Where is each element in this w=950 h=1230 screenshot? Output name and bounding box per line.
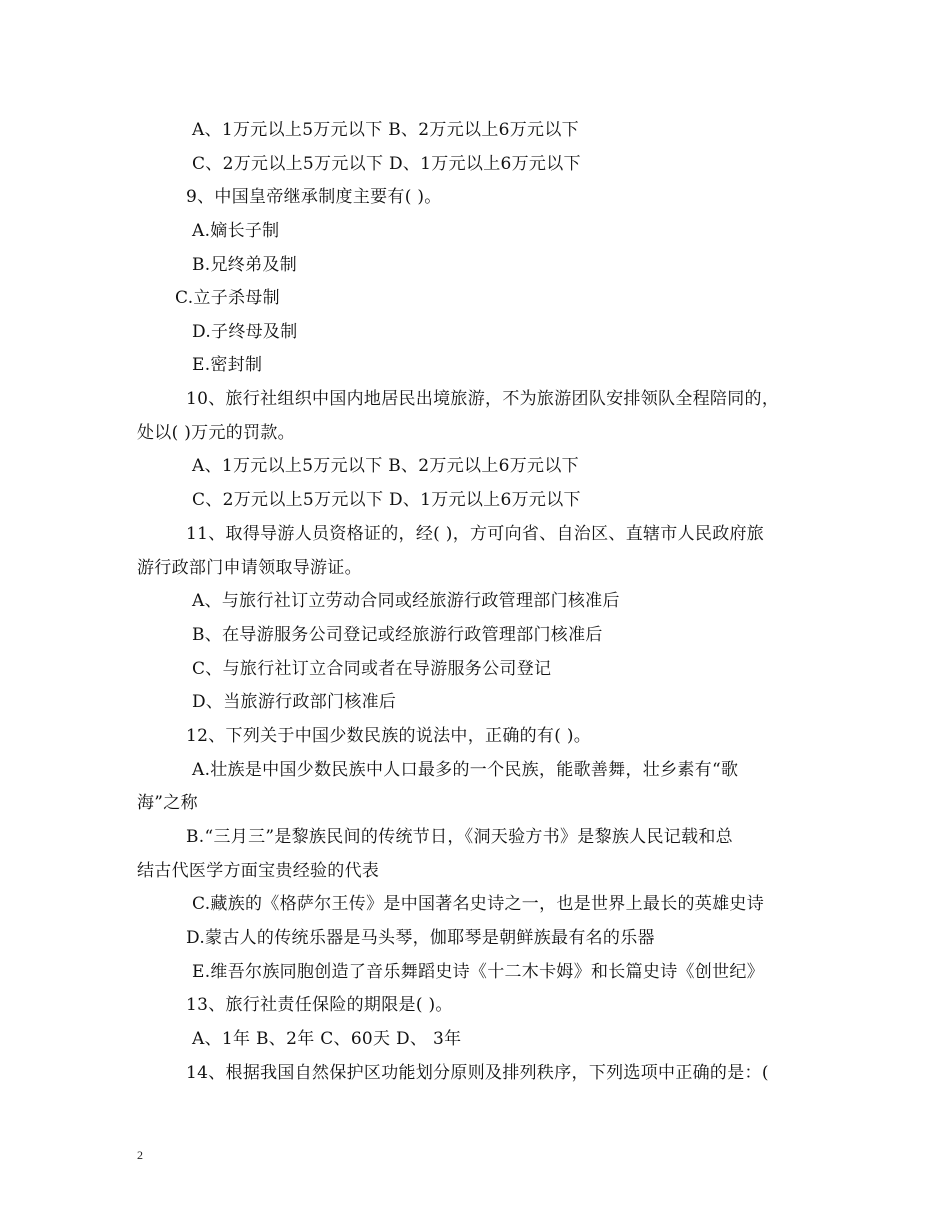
text-line: D、当旅游行政部门核准后: [192, 692, 397, 712]
text-line: E.维吾尔族同胞创造了音乐舞蹈史诗《十二木卡姆》和长篇史诗《创世纪》: [192, 962, 765, 982]
text-line: B.“三月三”是黎族民间的传统节日，《洞天验方书》是黎族人民记载和总: [186, 827, 733, 847]
text-line: 12、下列关于中国少数民族的说法中，正确的有( )。: [186, 726, 592, 746]
text-line: 10、旅行社组织中国内地居民出境旅游，不为旅游团队安排领队全程陪同的，: [186, 389, 780, 409]
text-line: D.蒙古人的传统乐器是马头琴，伽耶琴是朝鲜族最有名的乐器: [186, 928, 655, 948]
text-line: A.嫡长子制: [192, 221, 280, 241]
page-number: 2: [137, 1148, 143, 1162]
text-line: 处以( )万元的罚款。: [137, 423, 295, 443]
text-line: E.密封制: [192, 355, 263, 375]
text-line: A.壮族是中国少数民族中人口最多的一个民族，能歌善舞，壮乡素有“歌: [192, 760, 739, 780]
text-line: B.兄终弟及制: [192, 255, 297, 275]
text-line: 结古代医学方面宝贵经验的代表: [137, 861, 380, 881]
text-line: A、1年 B、2年 C、60天 D、 3年: [192, 1029, 462, 1049]
text-line: B、在导游服务公司登记或经旅游行政管理部门核准后: [192, 625, 603, 645]
text-line: C.立子杀母制: [175, 288, 280, 308]
text-line: D.子终母及制: [192, 322, 298, 342]
text-line: A、1万元以上5万元以下 B、2万元以上6万元以下: [192, 456, 579, 476]
text-line: 海”之称: [137, 793, 198, 813]
text-line: 13、旅行社责任保险的期限是( )。: [186, 995, 453, 1015]
text-line: A、1万元以上5万元以下 B、2万元以上6万元以下: [192, 120, 579, 140]
text-line: A、与旅行社订立劳动合同或经旅游行政管理部门核准后: [192, 591, 620, 611]
text-line: 9、中国皇帝继承制度主要有( )。: [186, 187, 442, 207]
text-line: 11、取得导游人员资格证的，经( )，方可向省、自治区、直辖市人民政府旅: [186, 524, 765, 544]
text-line: C、2万元以上5万元以下 D、1万元以上6万元以下: [192, 154, 581, 174]
text-line: 游行政部门申请领取导游证。: [137, 558, 362, 578]
text-line: C、与旅行社订立合同或者在导游服务公司登记: [192, 659, 552, 679]
text-line: C、2万元以上5万元以下 D、1万元以上6万元以下: [192, 490, 581, 510]
text-line: C.藏族的《格萨尔王传》是中国著名史诗之一，也是世界上最长的英雄史诗: [192, 894, 765, 914]
text-line: 14、根据我国自然保护区功能划分原则及排列秩序，下列选项中正确的是：(: [186, 1063, 769, 1083]
